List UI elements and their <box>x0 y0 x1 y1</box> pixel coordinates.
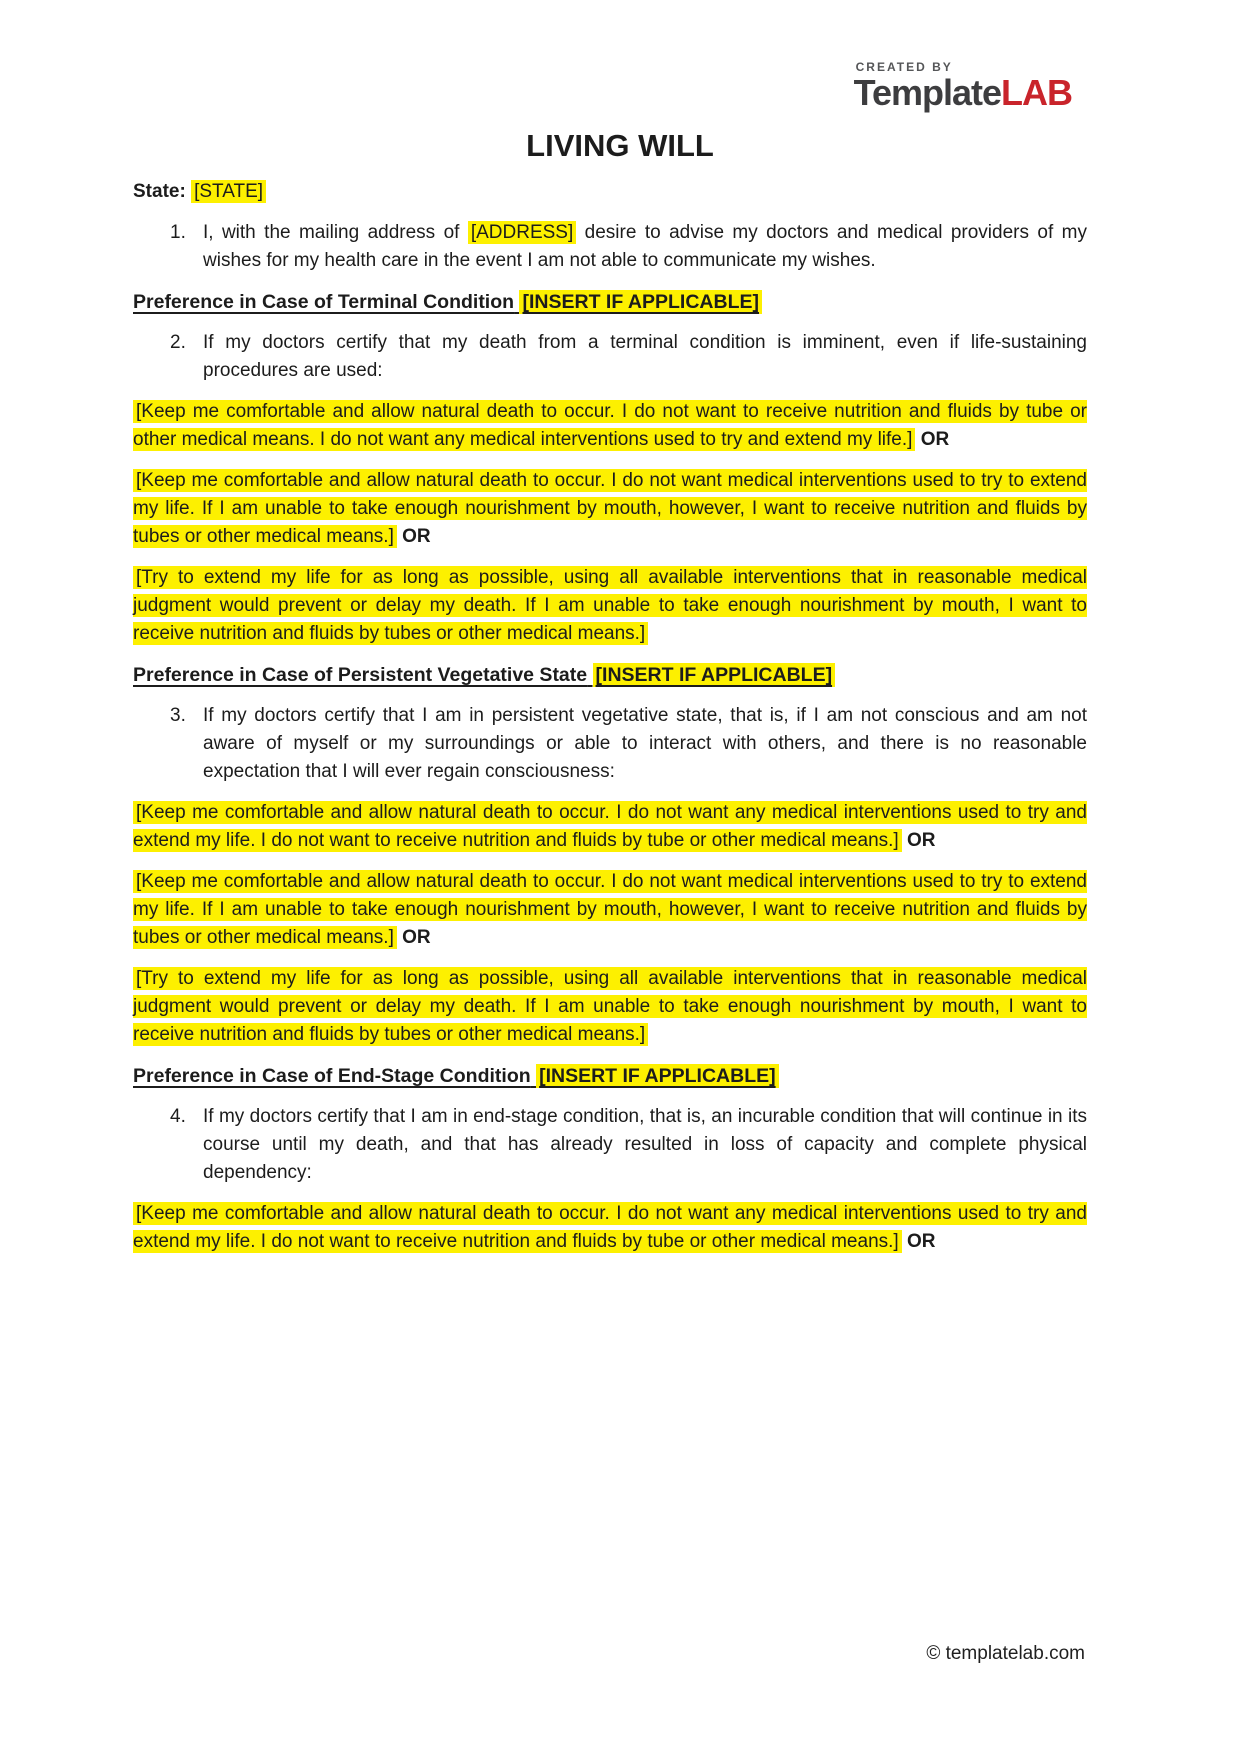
option-highlight: [Try to extend my life for as long as possible, using all available interventions that in reasonable medical judgment would prevent or delay my death. If I am unable to take enough nourishment by mouth, I want to receive nutrition and fluids by tubes or other medical means.] <box>133 968 1087 1045</box>
list-item-text: If my doctors certify that I am in persistent vegetative state, that is, if I am not conscious and am not aware of myself or my surroundings or able to interact with others, and there is no reasonable expectation that I will ever regain consciousness: <box>203 705 1087 782</box>
list-item-4 <box>133 1103 1087 1187</box>
state-label: State: <box>133 181 186 202</box>
insert-if-applicable-highlight: [INSERT IF APPLICABLE] <box>593 663 836 687</box>
section-heading-end-stage-condition <box>133 1062 1087 1090</box>
document-body <box>133 178 1087 1256</box>
address-placeholder-highlight: [ADDRESS] <box>468 221 576 244</box>
highlighted-option <box>133 398 1087 454</box>
list-item-3 <box>133 702 1087 786</box>
intro-text-pre: I, with the mailing address of <box>203 222 468 243</box>
or-connector: OR <box>906 1231 936 1252</box>
intro-text-post: desire to advise my doctors and medical providers of my wishes for my health care in the event I am not able to communicate my wishes. <box>203 222 1087 271</box>
section-heading-persistent-vegetative-state <box>133 661 1087 689</box>
highlighted-option <box>133 868 1087 952</box>
list-item-2 <box>133 329 1087 385</box>
highlighted-option <box>133 467 1087 551</box>
heading-text: Preference in Case of Persistent Vegetative State <box>133 664 588 686</box>
highlighted-option <box>133 965 1087 1049</box>
insert-if-applicable-highlight: [INSERT IF APPLICABLE] <box>536 1064 779 1088</box>
logo-template-text: Template <box>853 72 1001 113</box>
page-title: LIVING WILL <box>526 128 714 163</box>
option-highlight: [Keep me comfortable and allow natural death to occur. I do not want medical interventions used to try to extend my life. If I am unable to take enough nourishment by mouth, however, I want to receive nutrition and fluids by tubes or other medical means.] <box>133 871 1087 948</box>
insert-if-applicable-highlight: [INSERT IF APPLICABLE] <box>519 290 762 314</box>
list-number: 4. <box>170 1106 186 1127</box>
or-connector: OR <box>402 927 431 948</box>
list-item-text <box>203 219 1087 275</box>
or-connector: OR <box>906 830 936 851</box>
heading-text: Preference in Case of Terminal Condition <box>133 291 515 313</box>
highlighted-option <box>133 564 1087 648</box>
footer-copyright: © templatelab.com <box>926 1643 1085 1664</box>
option-highlight: [Keep me comfortable and allow natural death to occur. I do not want to receive nutrition and fluids by tube or other medical means. I do not want any medical interventions used to try and extend my life.] <box>133 401 1087 450</box>
list-item-1 <box>133 219 1087 275</box>
heading-text: Preference in Case of End-Stage Condition <box>133 1065 531 1087</box>
highlighted-option <box>133 1200 1087 1256</box>
section-heading-terminal-condition <box>133 288 1087 316</box>
templatelab-logo <box>854 60 1072 111</box>
or-connector: OR <box>402 526 431 547</box>
list-number: 3. <box>170 705 186 726</box>
option-highlight: [Keep me comfortable and allow natural death to occur. I do not want any medical interventions used to try and extend my life. I do not want to receive nutrition and fluids by tube or other medical means.] <box>133 802 1087 851</box>
option-highlight: [Keep me comfortable and allow natural death to occur. I do not want medical interventions used to try to extend my life. If I am unable to take enough nourishment by mouth, however, I want to receive nutrition and fluids by tubes or other medical means.] <box>133 470 1087 547</box>
option-highlight: [Try to extend my life for as long as possible, using all available interventions that in reasonable medical judgment would prevent or delay my death. If I am unable to take enough nourishment by mouth, I want to receive nutrition and fluids by tubes or other medical means.] <box>133 567 1087 644</box>
list-item-text: If my doctors certify that I am in end-stage condition, that is, an incurable condition that will continue in its course until my death, and that has already resulted in loss of capacity and complete physical dependency: <box>203 1106 1087 1183</box>
logo-wordmark <box>853 72 1072 113</box>
list-number: 1. <box>170 222 186 243</box>
highlighted-option <box>133 799 1087 855</box>
or-connector: OR <box>920 429 950 450</box>
logo-created-by-label: CREATED BY <box>855 60 953 74</box>
list-number: 2. <box>170 332 186 353</box>
state-line <box>133 178 1087 206</box>
option-highlight: [Keep me comfortable and allow natural death to occur. I do not want any medical interventions used to try and extend my life. I do not want to receive nutrition and fluids by tube or other medical means.] <box>133 1203 1087 1252</box>
state-placeholder-highlight: [STATE] <box>191 180 266 203</box>
logo-lab-text: LAB <box>1001 72 1072 113</box>
list-item-text: If my doctors certify that my death from a terminal condition is imminent, even if life-sustaining procedures are used: <box>203 332 1087 381</box>
